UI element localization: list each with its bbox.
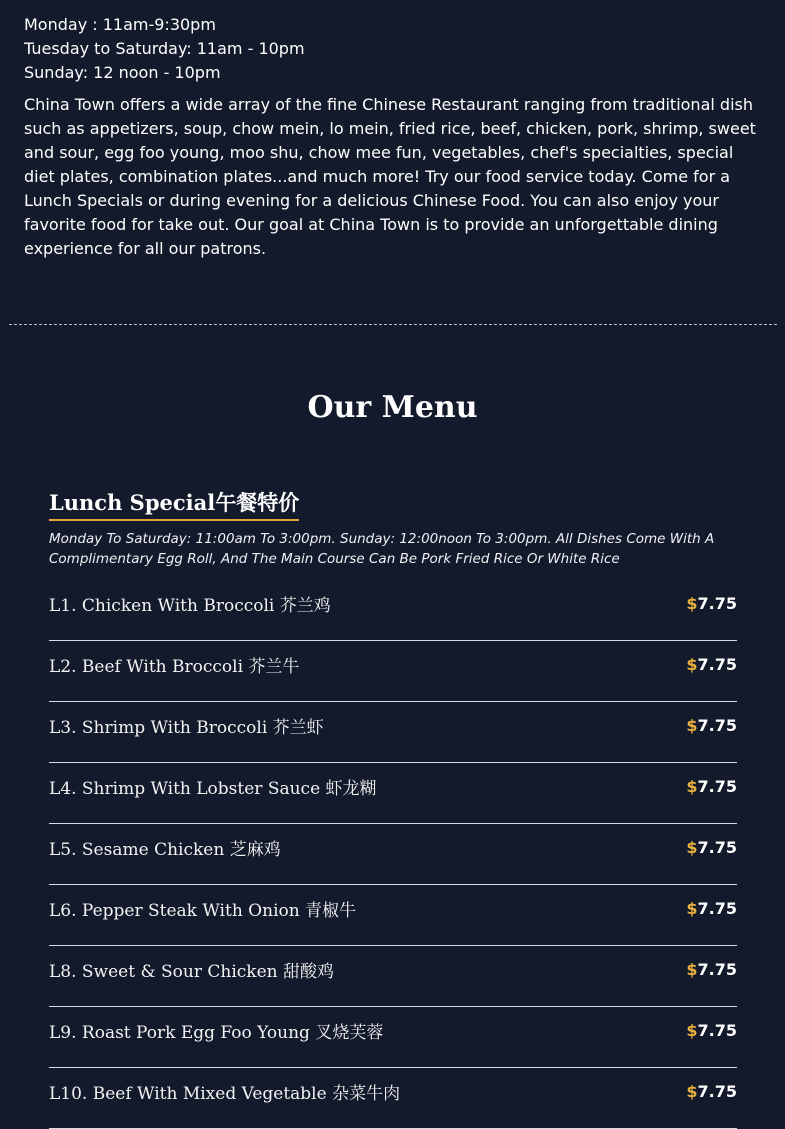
- menu-title: Our Menu: [307, 390, 478, 425]
- menu-item: [49, 580, 737, 641]
- lunch-special-title: Lunch Special午餐特价: [49, 489, 299, 521]
- menu-item-name: L10. Beef With Mixed Vegetable 杂菜牛肉: [49, 1084, 401, 1104]
- menu-item-price: [686, 959, 737, 981]
- menu-item-price: [686, 715, 737, 737]
- menu-item-price: [686, 1081, 737, 1103]
- currency-symbol: $: [686, 960, 698, 979]
- menu-item: [49, 763, 737, 824]
- price-value: 7.75: [697, 899, 737, 918]
- currency-symbol: $: [686, 716, 698, 735]
- lunch-special-note: Monday To Saturday: 11:00am To 3:00pm. Sunday: 12:00noon To 3:00pm. All Dishes Come With A Complimentary Egg Roll, And The Main Course Can Be Pork Fried Rice Or White Rice: [49, 531, 715, 567]
- menu-item-price: [686, 837, 737, 859]
- menu-item-price: [686, 776, 737, 798]
- hours-line: Sunday: 12 noon - 10pm: [24, 63, 221, 82]
- menu-item-price: [686, 593, 737, 615]
- currency-symbol: $: [686, 1021, 698, 1040]
- menu-item-price: [686, 654, 737, 676]
- menu-item: [49, 641, 737, 702]
- menu-item: [49, 1007, 737, 1068]
- menu-item-name: L1. Chicken With Broccoli 芥兰鸡: [49, 596, 331, 616]
- hours-line: Monday : 11am-9:30pm: [24, 15, 216, 34]
- menu-item-name: L8. Sweet & Sour Chicken 甜酸鸡: [49, 962, 334, 982]
- currency-symbol: $: [686, 777, 698, 796]
- price-value: 7.75: [697, 777, 737, 796]
- currency-symbol: $: [686, 899, 698, 918]
- menu-item-name: L6. Pepper Steak With Onion 青椒牛: [49, 901, 357, 921]
- price-value: 7.75: [697, 1082, 737, 1101]
- opening-hours: [24, 13, 305, 85]
- menu-item-name: L9. Roast Pork Egg Foo Young 叉烧芙蓉: [49, 1023, 384, 1043]
- price-value: 7.75: [697, 655, 737, 674]
- menu-item: [49, 885, 737, 946]
- price-value: 7.75: [697, 594, 737, 613]
- currency-symbol: $: [686, 838, 698, 857]
- about-text: China Town offers a wide array of the fine Chinese Restaurant ranging from traditional dish such as appetizers, soup, chow mein, lo mein, fried rice, beef, chicken, pork, shrimp, sweet and sour, egg foo young, moo shu, chow mee fun, vegetables, chef's specialties, special diet plates, combination plates...and much more! Try our food service today. Come for a Lunch Specials or during evening for a delicious Chinese Food. You can also enjoy your favorite food for take out. Our goal at China Town is to provide an unforgettable dining experience for all our patrons.: [24, 95, 756, 258]
- menu-item-list: [49, 580, 737, 1129]
- currency-symbol: $: [686, 594, 698, 613]
- menu-item-name: L4. Shrimp With Lobster Sauce 虾龙糊: [49, 779, 377, 799]
- menu-item-name: L3. Shrimp With Broccoli 芥兰虾: [49, 718, 324, 738]
- menu-item: [49, 1068, 737, 1129]
- menu-item-name: L5. Sesame Chicken 芝麻鸡: [49, 840, 281, 860]
- menu-item-price: [686, 898, 737, 920]
- currency-symbol: $: [686, 1082, 698, 1101]
- price-value: 7.75: [697, 960, 737, 979]
- menu-item: [49, 824, 737, 885]
- menu-item: [49, 702, 737, 763]
- price-value: 7.75: [697, 838, 737, 857]
- price-value: 7.75: [697, 1021, 737, 1040]
- price-value: 7.75: [697, 716, 737, 735]
- menu-item: [49, 946, 737, 1007]
- menu-item-name: L2. Beef With Broccoli 芥兰牛: [49, 657, 300, 677]
- section-divider: [9, 324, 777, 325]
- hours-line: Tuesday to Saturday: 11am - 10pm: [24, 39, 305, 58]
- menu-item-price: [686, 1020, 737, 1042]
- currency-symbol: $: [686, 655, 698, 674]
